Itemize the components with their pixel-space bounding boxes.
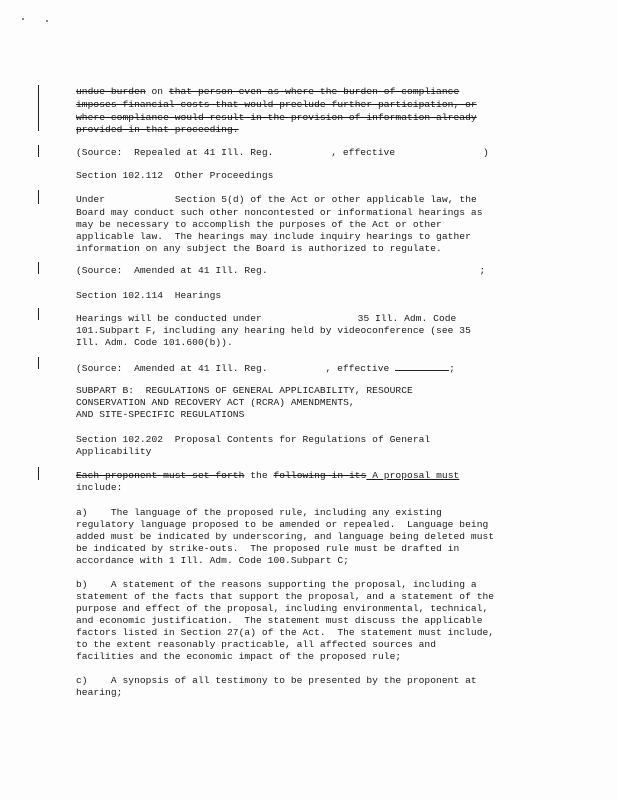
item-c-line: hearing; — [76, 687, 123, 698]
text: on — [145, 86, 169, 97]
subpart-heading: AND SITE-SPECIFIC REGULATIONS — [76, 409, 245, 420]
text: (Source: Amended at 41 Ill. Reg. — [76, 363, 274, 374]
text: the — [244, 470, 274, 481]
source-note — [76, 265, 485, 276]
inserted-text: A proposal must — [366, 470, 460, 481]
text: Section 5(d) of the Act or other applicable law, the — [174, 194, 477, 205]
paragraph-line — [76, 194, 477, 205]
paragraph-line: include: — [76, 482, 123, 493]
item-a-line: a) The language of the proposed rule, including any existing — [76, 507, 442, 518]
section-heading: Section 102.112 Other Proceedings — [76, 170, 274, 181]
subpart-heading: SUBPART B: REGULATIONS OF GENERAL APPLICABILITY, RESOURCE — [76, 385, 413, 396]
section-heading: Section 102.202 Proposal Contents for Regulations of General — [76, 434, 431, 445]
paragraph-line: applicable law. The hearings may include inquiry hearings to gather — [76, 231, 471, 242]
text: 35 Ill. Adm. Code — [357, 313, 457, 324]
deleted-text-line — [76, 86, 459, 97]
item-a-line: accordance with 1 Ill. Adm. Code 100.Subpart C; — [76, 555, 349, 566]
revision-bar — [38, 262, 39, 274]
paragraph-line: information on any subject the Board is authorized to regulate. — [76, 243, 442, 254]
text: , effective — [331, 147, 401, 158]
paragraph-line: Board may conduct such other noncontested or informational hearings as — [76, 207, 483, 218]
text: (Source: Repealed at 41 Ill. Reg. — [76, 147, 280, 158]
item-b-line: statement of the facts that support the proposal, and a statement of the — [76, 591, 495, 602]
text: ) — [482, 147, 489, 158]
section-heading: Section 102.114 Hearings — [76, 290, 222, 301]
section-heading: Applicability — [76, 446, 152, 457]
item-b-line: b) A statement of the reasons supporting the proposal, including a — [76, 579, 477, 590]
source-note — [76, 361, 455, 374]
text: , effective — [325, 363, 396, 374]
item-b-line: factors listed in Section 27(a) of the Act. The statement must include, — [76, 627, 495, 638]
item-c-line: c) A synopsis of all testimony to be presented by the proponent at — [76, 675, 477, 686]
item-b-line: to the extent reasonably practicable, all affected sources and — [76, 639, 437, 650]
item-b-line: purpose and effect of the proposal, including environmental, technical, — [76, 603, 489, 614]
deleted-text-line: imposes financial costs that would preclude further participation, or — [76, 99, 477, 110]
item-a-line: be indicated by strike-outs. The proposed rule must be drafted in — [76, 543, 460, 554]
scan-speck — [46, 20, 48, 22]
text: Hearings will be conducted under — [76, 313, 268, 324]
paragraph-line: Ill. Adm. Code 101.600(b)). — [76, 337, 233, 348]
item-b-line: facilities and the economic impact of the proposed rule; — [76, 651, 402, 662]
item-a-line: regulatory language proposed to be amended or repealed. Language being — [76, 519, 489, 530]
revision-bar — [38, 357, 39, 369]
revision-bar — [38, 308, 39, 320]
struck-text: undue burden — [76, 86, 146, 97]
revision-bar — [38, 145, 39, 157]
deleted-text-line: provided in that proceeding. — [76, 124, 239, 135]
struck-text: following in its — [273, 470, 367, 481]
subpart-heading: CONSERVATION AND RECOVERY ACT (RCRA) AMENDMENTS, — [76, 397, 355, 408]
paragraph-line: may be necessary to accomplish the purposes of the Act or other — [76, 219, 442, 230]
struck-text: that person even as where the burden of compliance — [168, 86, 460, 97]
scan-speck — [22, 18, 24, 20]
paragraph-line — [76, 470, 459, 481]
revision-bar — [38, 85, 39, 131]
item-b-line: and economic justification. The statement must discuss the applicable — [76, 615, 483, 626]
text: ; — [449, 363, 455, 374]
deleted-text-line: where compliance would result in the provision of information already — [76, 112, 477, 123]
text: (Source: Amended at 41 Ill. Reg. — [76, 265, 274, 276]
revision-bar — [38, 190, 39, 204]
paragraph-line — [76, 313, 456, 324]
paragraph-line: 101.Subpart F, including any hearing held by videoconference (see 35 — [76, 325, 471, 336]
text: Under — [76, 194, 111, 205]
item-a-line: added must be indicated by underscoring, and language being deleted must — [76, 531, 495, 542]
revision-bar — [38, 467, 39, 480]
struck-text: Each proponent must set forth — [76, 470, 245, 481]
source-note — [76, 147, 489, 158]
text: ; — [479, 265, 486, 276]
